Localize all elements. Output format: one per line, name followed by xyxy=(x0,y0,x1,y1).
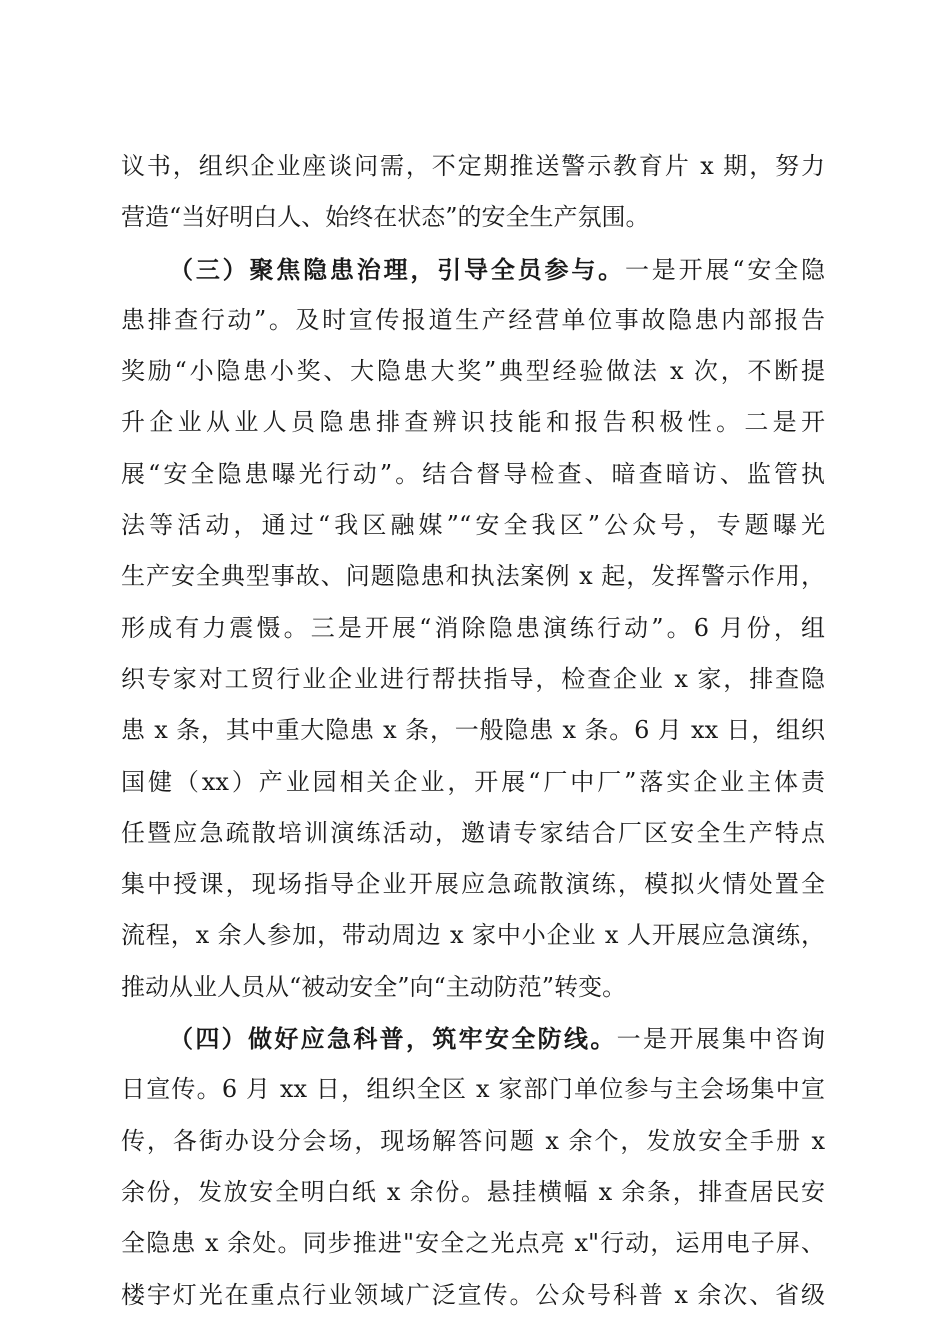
text-line: 奖励“小隐患小奖、大隐患大奖”典型经验做法 x 次，不断提 xyxy=(121,357,825,386)
text-line: 传，各街办设分会场，现场解答问题 x 余个，发放安全手册 x xyxy=(121,1126,825,1155)
text-line: 集中授课，现场指导企业开展应急疏散演练，模拟火情处置全 xyxy=(121,870,825,899)
text-line: 展“安全隐患曝光行动”。结合督导检查、暗查暗访、监管执 xyxy=(121,459,825,488)
section-4-first-line xyxy=(121,1013,825,1064)
text-line: 任暨应急疏散培训演练活动，邀请专家结合厂区安全生产特点 xyxy=(121,818,825,847)
text-line: 营造“当好明白人、始终在状态”的安全生产氛围。 xyxy=(121,203,650,232)
text-line: 议书，组织企业座谈问需，不定期推送警示教育片 x 期，努力 xyxy=(121,152,825,180)
text-line: 推动从业人员从“被动安全”向“主动防范”转变。 xyxy=(121,972,627,1001)
section-4-first-line-rest: 一是开展集中咨询 xyxy=(616,1025,826,1054)
section-3-first-line-rest: 一是开展“安全隐 xyxy=(624,255,825,284)
text-line: 国健（xx）产业园相关企业，开展“厂中厂”落实企业主体责 xyxy=(121,767,825,796)
text-line: 楼宇灯光在重点行业领域广泛宣传。公众号科普 x 余次、省级 xyxy=(121,1280,825,1309)
section-3-heading: （三）聚焦隐患治理，引导全员参与。 xyxy=(169,254,625,284)
text-line: 全隐患 x 余处。同步推进"安全之光点亮 x"行动，运用电子屏、 xyxy=(121,1229,825,1258)
document-body xyxy=(121,141,825,1321)
text-line: 生产安全典型事故、问题隐患和执法案例 x 起，发挥警示作用， xyxy=(121,562,825,591)
text-line: 患排查行动”。及时宣传报道生产经营单位事故隐患内部报告 xyxy=(121,305,825,334)
text-line: 流程，x 余人参加，带动周边 x 家中小企业 x 人开展应急演练， xyxy=(121,921,825,950)
text-line: 余份，发放安全明白纸 x 余份。悬挂横幅 x 余条，排查居民安 xyxy=(121,1177,825,1206)
text-line: 日宣传。6 月 xx 日，组织全区 x 家部门单位参与主会场集中宣 xyxy=(121,1075,825,1104)
text-line: 升企业从业人员隐患排查辨识技能和报告积极性。二是开 xyxy=(121,408,825,437)
section-4-heading: （四）做好应急科普，筑牢安全防线。 xyxy=(169,1024,617,1054)
section-3-first-line xyxy=(121,244,825,295)
text-line: 形成有力震慑。三是开展“消除隐患演练行动”。6 月份，组 xyxy=(121,613,825,642)
text-line: 患 x 条，其中重大隐患 x 条，一般隐患 x 条。6 月 xx 日，组织 xyxy=(121,716,825,745)
text-line: 法等活动，通过“我区融媒”“安全我区”公众号，专题曝光 xyxy=(121,511,825,540)
text-line: 织专家对工贸行业企业进行帮扶指导，检查企业 x 家，排查隐 xyxy=(121,664,825,693)
